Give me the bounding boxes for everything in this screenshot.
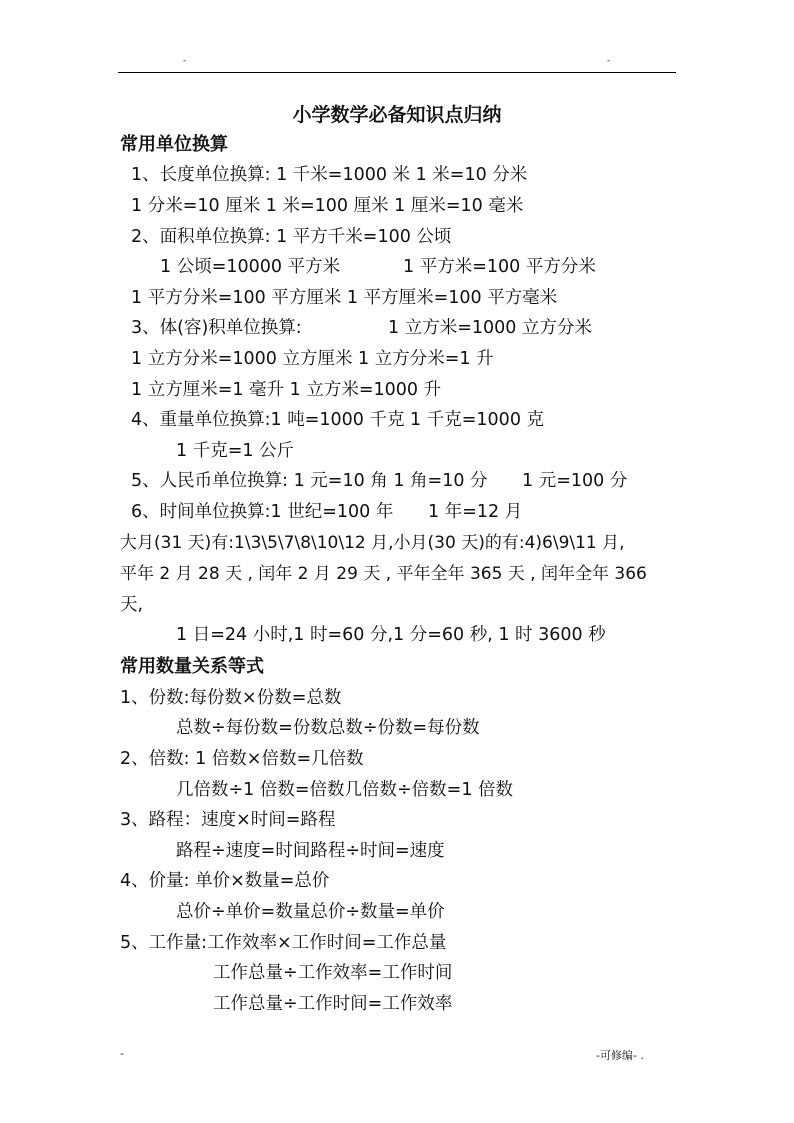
text-line: 1 元=100 分 xyxy=(522,471,628,491)
text-line: 1 日=24 小时,1 时=60 分,1 分=60 秒, 1 时 3600 秒 xyxy=(176,625,606,645)
text-line: 工作总量÷工作时间=工作效率 xyxy=(213,994,453,1014)
text-line: 总数÷每份数=份数总数÷份数=每份数 xyxy=(176,718,480,738)
header-mark-right: - xyxy=(607,56,611,66)
text-line: 1 千克=1 公斤 xyxy=(176,441,295,461)
text-line: 2、倍数: 1 倍数×倍数=几倍数 xyxy=(120,749,364,769)
header-mark-left: - xyxy=(183,56,187,66)
text-line: 1 平方米=100 平方分米 xyxy=(403,257,596,277)
section-heading-unit-conversion: 常用单位换算 xyxy=(120,134,228,155)
text-line: 3、路程：速度×时间=路程 xyxy=(120,810,336,830)
text-line: 3、体(容)积单位换算: xyxy=(131,318,302,338)
text-line: 6、时间单位换算:1 世纪=100 年 xyxy=(131,502,394,522)
text-line: 1、长度单位换算: 1 千米=1000 米 1 米=10 分米 xyxy=(131,165,528,185)
header-rule xyxy=(118,72,676,73)
text-line: 几倍数÷1 倍数=倍数几倍数÷倍数=1 倍数 xyxy=(176,780,514,800)
text-line: 1 立方厘米=1 毫升 1 立方米=1000 升 xyxy=(131,380,442,400)
text-line: 大月(31 天)有:1\3\5\7\8\10\12 月,小月(30 天)的有:4)6\9\11 月, xyxy=(120,533,625,553)
text-line: 总价÷单价=数量总价÷数量=单价 xyxy=(176,902,445,922)
text-line: 1 平方分米=100 平方厘米 1 平方厘米=100 平方毫米 xyxy=(131,288,558,308)
text-line: 1 立方分米=1000 立方厘米 1 立方分米=1 升 xyxy=(131,349,494,369)
text-line: 1 公顷=10000 平方米 xyxy=(160,257,341,277)
footer-editable-note: -可修编- . xyxy=(596,1049,644,1062)
footer-mark-left: - xyxy=(120,1047,124,1060)
text-line: 1 立方米=1000 立方分米 xyxy=(388,318,592,338)
text-line: 4、价量: 单价×数量=总价 xyxy=(120,871,330,891)
text-line: 4、重量单位换算:1 吨=1000 千克 1 千克=1000 克 xyxy=(131,410,545,430)
text-line: 路程÷速度=时间路程÷时间=速度 xyxy=(176,841,445,861)
text-line: 5、工作量:工作效率×工作时间=工作总量 xyxy=(120,933,447,953)
section-heading-quantity-relations: 常用数量关系等式 xyxy=(120,656,264,677)
text-line: 平年 2 月 28 天 , 闰年 2 月 29 天 , 平年全年 365 天 , 闰年全年 366 xyxy=(120,564,647,584)
text-line: 1、份数:每份数×份数=总数 xyxy=(120,688,342,708)
text-line: 天, xyxy=(120,595,144,615)
text-line: 2、面积单位换算: 1 平方千米=100 公顷 xyxy=(131,227,452,247)
text-line: 1 年=12 月 xyxy=(428,502,523,522)
text-line: 1 分米=10 厘米 1 米=100 厘米 1 厘米=10 毫米 xyxy=(131,196,524,216)
text-line: 工作总量÷工作效率=工作时间 xyxy=(213,963,453,983)
document-title: 小学数学必备知识点归纳 xyxy=(292,104,502,126)
text-line: 5、人民币单位换算: 1 元=10 角 1 角=10 分 xyxy=(131,471,488,491)
